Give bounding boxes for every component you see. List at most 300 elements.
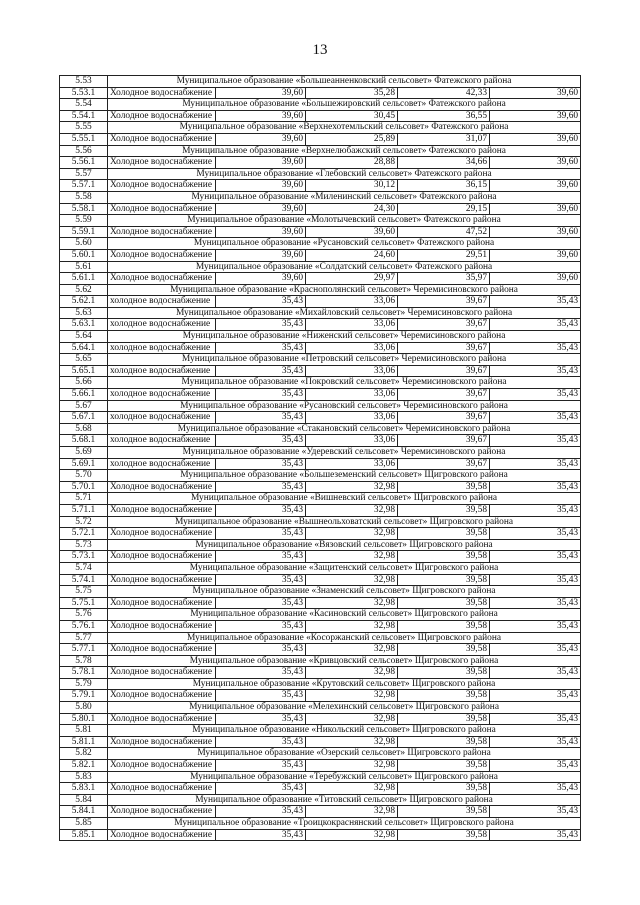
- row-number: 5.60: [60, 238, 108, 250]
- row-number: 5.64: [60, 331, 108, 343]
- row-number: 5.55: [60, 122, 108, 134]
- tariff-value-v2: 32,98: [306, 760, 398, 772]
- table-row: [60, 180, 581, 192]
- tariff-value-v1: 35,43: [216, 690, 306, 702]
- section-row: [60, 99, 581, 111]
- tariff-value-v1: 35,43: [216, 458, 306, 470]
- service-name: холодное водоснабжение: [108, 458, 216, 470]
- tariff-value-v4: 39,60: [490, 157, 581, 169]
- tariff-value-v2: 32,98: [306, 736, 398, 748]
- section-row: [60, 632, 581, 644]
- municipality-title: Муниципальное образование «Молотычевский сельсовет» Фатежского района: [108, 215, 581, 227]
- section-row: [60, 377, 581, 389]
- row-number: 5.54.1: [60, 110, 108, 122]
- service-name: холодное водоснабжение: [108, 342, 216, 354]
- tariff-value-v1: 35,43: [216, 783, 306, 795]
- tariff-value-v1: 39,60: [216, 203, 306, 215]
- table-row: [60, 296, 581, 308]
- row-number: 5.59.1: [60, 226, 108, 238]
- section-row: [60, 516, 581, 528]
- tariff-table-body: [60, 76, 581, 841]
- service-name: Холодное водоснабжение: [108, 690, 216, 702]
- row-number: 5.78.1: [60, 667, 108, 679]
- row-number: 5.63: [60, 307, 108, 319]
- row-number: 5.53: [60, 76, 108, 88]
- tariff-value-v1: 35,43: [216, 412, 306, 424]
- section-row: [60, 261, 581, 273]
- table-row: [60, 389, 581, 401]
- row-number: 5.67: [60, 400, 108, 412]
- tariff-value-v1: 39,60: [216, 249, 306, 261]
- municipality-title: Муниципальное образование «Краснополянский сельсовет» Черемисиновского района: [108, 284, 581, 296]
- row-number: 5.54: [60, 99, 108, 111]
- tariff-value-v1: 35,43: [216, 365, 306, 377]
- section-row: [60, 423, 581, 435]
- tariff-value-v3: 31,07: [398, 133, 490, 145]
- tariff-value-v4: 35,43: [490, 504, 581, 516]
- row-number: 5.63.1: [60, 319, 108, 331]
- service-name: Холодное водоснабжение: [108, 273, 216, 285]
- tariff-value-v3: 39,58: [398, 528, 490, 540]
- service-name: холодное водоснабжение: [108, 412, 216, 424]
- tariff-value-v2: 32,98: [306, 713, 398, 725]
- service-name: Холодное водоснабжение: [108, 667, 216, 679]
- section-row: [60, 794, 581, 806]
- municipality-title: Муниципальное образование «Стакановский сельсовет» Черемисиновского района: [108, 423, 581, 435]
- row-number: 5.57: [60, 168, 108, 180]
- tariff-value-v4: 35,43: [490, 806, 581, 818]
- row-number: 5.71.1: [60, 504, 108, 516]
- tariff-value-v3: 39,67: [398, 365, 490, 377]
- tariff-value-v2: 28,88: [306, 157, 398, 169]
- table-row: [60, 504, 581, 516]
- page-number: 13: [312, 42, 328, 58]
- section-row: [60, 748, 581, 760]
- tariff-value-v3: 39,58: [398, 806, 490, 818]
- tariff-value-v3: 39,67: [398, 319, 490, 331]
- tariff-value-v1: 39,60: [216, 157, 306, 169]
- tariff-value-v2: 33,06: [306, 389, 398, 401]
- tariff-value-v3: 29,15: [398, 203, 490, 215]
- municipality-title: Муниципальное образование «Косоржанский сельсовет» Щигровского района: [108, 632, 581, 644]
- section-row: [60, 238, 581, 250]
- section-row: [60, 771, 581, 783]
- row-number: 5.66.1: [60, 389, 108, 401]
- tariff-value-v2: 32,98: [306, 528, 398, 540]
- row-number: 5.72: [60, 516, 108, 528]
- tariff-table: [59, 75, 581, 841]
- tariff-value-v4: 39,60: [490, 273, 581, 285]
- tariff-value-v1: 35,43: [216, 528, 306, 540]
- table-row: [60, 736, 581, 748]
- row-number: 5.61: [60, 261, 108, 273]
- municipality-title: Муниципальное образование «Русановский сельсовет» Фатежского района: [108, 238, 581, 250]
- tariff-value-v3: 39,67: [398, 458, 490, 470]
- table-row: [60, 528, 581, 540]
- tariff-value-v4: 35,43: [490, 528, 581, 540]
- service-name: Холодное водоснабжение: [108, 620, 216, 632]
- tariff-value-v1: 35,43: [216, 435, 306, 447]
- table-row: [60, 597, 581, 609]
- tariff-value-v1: 35,43: [216, 389, 306, 401]
- tariff-value-v1: 35,43: [216, 667, 306, 679]
- tariff-value-v1: 35,43: [216, 806, 306, 818]
- service-name: Холодное водоснабжение: [108, 713, 216, 725]
- table-row: [60, 412, 581, 424]
- tariff-value-v1: 35,43: [216, 713, 306, 725]
- row-number: 5.85: [60, 818, 108, 830]
- tariff-value-v3: 39,58: [398, 667, 490, 679]
- section-row: [60, 307, 581, 319]
- service-name: холодное водоснабжение: [108, 389, 216, 401]
- municipality-title: Муниципальное образование «Вишневский сельсовет» Щигровского района: [108, 493, 581, 505]
- tariff-value-v1: 35,43: [216, 296, 306, 308]
- service-name: холодное водоснабжение: [108, 319, 216, 331]
- municipality-title: Муниципальное образование «Троицкокраснянский сельсовет» Щигровского района: [108, 818, 581, 830]
- tariff-value-v1: 39,60: [216, 133, 306, 145]
- service-name: Холодное водоснабжение: [108, 226, 216, 238]
- tariff-value-v2: 32,98: [306, 667, 398, 679]
- municipality-title: Муниципальное образование «Озерский сельсовет» Щигровского района: [108, 748, 581, 760]
- tariff-value-v3: 39,58: [398, 597, 490, 609]
- tariff-value-v2: 24,60: [306, 249, 398, 261]
- tariff-value-v1: 39,60: [216, 273, 306, 285]
- section-row: [60, 400, 581, 412]
- tariff-value-v1: 35,43: [216, 736, 306, 748]
- tariff-value-v1: 35,43: [216, 481, 306, 493]
- tariff-value-v4: 39,60: [490, 203, 581, 215]
- municipality-title: Муниципальное образование «Касиновский сельсовет» Щигровского района: [108, 609, 581, 621]
- section-row: [60, 609, 581, 621]
- row-number: 5.65: [60, 354, 108, 366]
- tariff-value-v1: 39,60: [216, 87, 306, 99]
- tariff-value-v1: 35,43: [216, 504, 306, 516]
- row-number: 5.64.1: [60, 342, 108, 354]
- municipality-title: Муниципальное образование «Удеревский сельсовет» Черемисиновского района: [108, 447, 581, 459]
- tariff-value-v3: 34,66: [398, 157, 490, 169]
- row-number: 5.74.1: [60, 574, 108, 586]
- row-number: 5.70: [60, 470, 108, 482]
- row-number: 5.66: [60, 377, 108, 389]
- service-name: Холодное водоснабжение: [108, 597, 216, 609]
- tariff-value-v1: 35,43: [216, 342, 306, 354]
- row-number: 5.57.1: [60, 180, 108, 192]
- municipality-title: Муниципальное образование «Верхнелюбажский сельсовет» Фатежского района: [108, 145, 581, 157]
- row-number: 5.73: [60, 539, 108, 551]
- row-number: 5.76.1: [60, 620, 108, 632]
- tariff-value-v2: 32,98: [306, 806, 398, 818]
- row-number: 5.56: [60, 145, 108, 157]
- municipality-title: Муниципальное образование «Защитенский сельсовет» Щигровского района: [108, 562, 581, 574]
- service-name: Холодное водоснабжение: [108, 180, 216, 192]
- tariff-value-v4: 35,43: [490, 319, 581, 331]
- tariff-value-v3: 36,15: [398, 180, 490, 192]
- municipality-title: Муниципальное образование «Михайловский сельсовет» Черемисиновского района: [108, 307, 581, 319]
- table-row: [60, 342, 581, 354]
- table-row: [60, 574, 581, 586]
- tariff-value-v1: 35,43: [216, 644, 306, 656]
- service-name: Холодное водоснабжение: [108, 806, 216, 818]
- tariff-value-v4: 35,43: [490, 365, 581, 377]
- row-number: 5.73.1: [60, 551, 108, 563]
- section-row: [60, 562, 581, 574]
- tariff-value-v3: 39,67: [398, 389, 490, 401]
- tariff-value-v1: 35,43: [216, 620, 306, 632]
- tariff-value-v2: 33,06: [306, 435, 398, 447]
- row-number: 5.58.1: [60, 203, 108, 215]
- tariff-value-v4: 35,43: [490, 736, 581, 748]
- tariff-value-v4: 35,43: [490, 829, 581, 841]
- service-name: Холодное водоснабжение: [108, 481, 216, 493]
- municipality-title: Муниципальное образование «Кривцовский сельсовет» Щигровского района: [108, 655, 581, 667]
- municipality-title: Муниципальное образование «Вязовский сельсовет» Щигровского района: [108, 539, 581, 551]
- tariff-value-v1: 35,43: [216, 574, 306, 586]
- row-number: 5.77.1: [60, 644, 108, 656]
- row-number: 5.78: [60, 655, 108, 667]
- table-row: [60, 551, 581, 563]
- section-row: [60, 702, 581, 714]
- section-row: [60, 122, 581, 134]
- row-number: 5.53.1: [60, 87, 108, 99]
- table-row: [60, 806, 581, 818]
- service-name: Холодное водоснабжение: [108, 249, 216, 261]
- tariff-value-v2: 29,97: [306, 273, 398, 285]
- row-number: 5.59: [60, 215, 108, 227]
- tariff-value-v3: 39,67: [398, 342, 490, 354]
- municipality-title: Муниципальное образование «Теребужский сельсовет» Щигровского района: [108, 771, 581, 783]
- row-number: 5.69.1: [60, 458, 108, 470]
- tariff-value-v4: 39,60: [490, 133, 581, 145]
- section-row: [60, 818, 581, 830]
- row-number: 5.69: [60, 447, 108, 459]
- table-row: [60, 110, 581, 122]
- service-name: Холодное водоснабжение: [108, 157, 216, 169]
- tariff-value-v1: 39,60: [216, 110, 306, 122]
- row-number: 5.68: [60, 423, 108, 435]
- tariff-value-v1: 35,43: [216, 597, 306, 609]
- tariff-value-v3: 39,58: [398, 783, 490, 795]
- service-name: Холодное водоснабжение: [108, 760, 216, 772]
- table-row: [60, 690, 581, 702]
- tariff-value-v3: 39,58: [398, 690, 490, 702]
- row-number: 5.85.1: [60, 829, 108, 841]
- municipality-title: Муниципальное образование «Русановский сельсовет» Черемисиновского района: [108, 400, 581, 412]
- tariff-value-v3: 39,58: [398, 713, 490, 725]
- service-name: Холодное водоснабжение: [108, 133, 216, 145]
- tariff-value-v3: 39,58: [398, 620, 490, 632]
- section-row: [60, 539, 581, 551]
- tariff-value-v4: 35,43: [490, 760, 581, 772]
- municipality-title: Муниципальное образование «Большеземенский сельсовет» Щигровского района: [108, 470, 581, 482]
- municipality-title: Муниципальное образование «Большеанненковский сельсовет» Фатежского района: [108, 76, 581, 88]
- tariff-value-v2: 32,98: [306, 504, 398, 516]
- section-row: [60, 284, 581, 296]
- section-row: [60, 76, 581, 88]
- table-row: [60, 365, 581, 377]
- row-number: 5.60.1: [60, 249, 108, 261]
- tariff-value-v2: 35,28: [306, 87, 398, 99]
- tariff-value-v3: 39,58: [398, 644, 490, 656]
- tariff-value-v2: 32,98: [306, 481, 398, 493]
- tariff-value-v3: 39,67: [398, 435, 490, 447]
- tariff-value-v2: 30,45: [306, 110, 398, 122]
- service-name: Холодное водоснабжение: [108, 829, 216, 841]
- table-row: [60, 133, 581, 145]
- service-name: Холодное водоснабжение: [108, 644, 216, 656]
- service-name: Холодное водоснабжение: [108, 551, 216, 563]
- tariff-value-v4: 35,43: [490, 667, 581, 679]
- tariff-value-v2: 33,06: [306, 319, 398, 331]
- row-number: 5.55.1: [60, 133, 108, 145]
- row-number: 5.82: [60, 748, 108, 760]
- row-number: 5.79: [60, 678, 108, 690]
- service-name: Холодное водоснабжение: [108, 87, 216, 99]
- table-row: [60, 87, 581, 99]
- table-row: [60, 620, 581, 632]
- tariff-value-v4: 35,43: [490, 644, 581, 656]
- section-row: [60, 586, 581, 598]
- table-row: [60, 481, 581, 493]
- row-number: 5.79.1: [60, 690, 108, 702]
- row-number: 5.77: [60, 632, 108, 644]
- section-row: [60, 168, 581, 180]
- section-row: [60, 215, 581, 227]
- section-row: [60, 447, 581, 459]
- table-row: [60, 319, 581, 331]
- tariff-value-v4: 35,43: [490, 690, 581, 702]
- row-number: 5.80.1: [60, 713, 108, 725]
- table-row: [60, 644, 581, 656]
- row-number: 5.84: [60, 794, 108, 806]
- row-number: 5.74: [60, 562, 108, 574]
- table-row: [60, 226, 581, 238]
- tariff-value-v3: 39,67: [398, 412, 490, 424]
- tariff-value-v3: 39,58: [398, 504, 490, 516]
- section-row: [60, 191, 581, 203]
- municipality-title: Муниципальное образование «Знаменский сельсовет» Щигровского района: [108, 586, 581, 598]
- tariff-value-v1: 35,43: [216, 551, 306, 563]
- row-number: 5.83.1: [60, 783, 108, 795]
- row-number: 5.76: [60, 609, 108, 621]
- tariff-value-v4: 35,43: [490, 620, 581, 632]
- section-row: [60, 331, 581, 343]
- tariff-value-v2: 32,98: [306, 644, 398, 656]
- row-number: 5.65.1: [60, 365, 108, 377]
- tariff-value-v4: 39,60: [490, 87, 581, 99]
- table-row: [60, 829, 581, 841]
- tariff-value-v3: 36,55: [398, 110, 490, 122]
- service-name: Холодное водоснабжение: [108, 783, 216, 795]
- table-row: [60, 249, 581, 261]
- row-number: 5.82.1: [60, 760, 108, 772]
- municipality-title: Муниципальное образование «Солдатский сельсовет» Фатежского района: [108, 261, 581, 273]
- row-number: 5.81: [60, 725, 108, 737]
- section-row: [60, 678, 581, 690]
- table-row: [60, 458, 581, 470]
- tariff-value-v1: 39,60: [216, 180, 306, 192]
- table-row: [60, 713, 581, 725]
- row-number: 5.80: [60, 702, 108, 714]
- tariff-value-v3: 39,58: [398, 551, 490, 563]
- tariff-value-v2: 33,06: [306, 342, 398, 354]
- tariff-value-v3: 39,58: [398, 574, 490, 586]
- tariff-value-v4: 35,43: [490, 481, 581, 493]
- tariff-value-v2: 33,06: [306, 458, 398, 470]
- row-number: 5.81.1: [60, 736, 108, 748]
- tariff-value-v3: 39,67: [398, 296, 490, 308]
- table-row: [60, 783, 581, 795]
- tariff-value-v3: 47,52: [398, 226, 490, 238]
- municipality-title: Муниципальное образование «Вышнеольховатский сельсовет» Щигровского района: [108, 516, 581, 528]
- service-name: Холодное водоснабжение: [108, 574, 216, 586]
- tariff-value-v3: 29,51: [398, 249, 490, 261]
- table-row: [60, 273, 581, 285]
- service-name: холодное водоснабжение: [108, 296, 216, 308]
- section-row: [60, 655, 581, 667]
- tariff-value-v2: 39,60: [306, 226, 398, 238]
- tariff-value-v3: 39,58: [398, 829, 490, 841]
- row-number: 5.62.1: [60, 296, 108, 308]
- tariff-value-v2: 32,98: [306, 829, 398, 841]
- tariff-value-v3: 42,33: [398, 87, 490, 99]
- tariff-value-v4: 39,60: [490, 249, 581, 261]
- municipality-title: Муниципальное образование «Миленинский сельсовет» Фатежского района: [108, 191, 581, 203]
- section-row: [60, 145, 581, 157]
- row-number: 5.61.1: [60, 273, 108, 285]
- tariff-value-v4: 39,60: [490, 226, 581, 238]
- row-number: 5.58: [60, 191, 108, 203]
- tariff-value-v4: 35,43: [490, 551, 581, 563]
- tariff-value-v2: 33,06: [306, 296, 398, 308]
- row-number: 5.56.1: [60, 157, 108, 169]
- tariff-value-v4: 39,60: [490, 180, 581, 192]
- tariff-value-v2: 32,98: [306, 574, 398, 586]
- tariff-value-v4: 35,43: [490, 597, 581, 609]
- municipality-title: Муниципальное образование «Мелехинский сельсовет» Щигровского района: [108, 702, 581, 714]
- tariff-value-v4: 35,43: [490, 412, 581, 424]
- municipality-title: Муниципальное образование «Большежировский сельсовет» Фатежского района: [108, 99, 581, 111]
- tariff-value-v2: 33,06: [306, 412, 398, 424]
- municipality-title: Муниципальное образование «Покровский сельсовет» Черемисиновского района: [108, 377, 581, 389]
- row-number: 5.75: [60, 586, 108, 598]
- tariff-value-v1: 35,43: [216, 760, 306, 772]
- service-name: Холодное водоснабжение: [108, 110, 216, 122]
- table-row: [60, 157, 581, 169]
- municipality-title: Муниципальное образование «Петровский сельсовет» Черемисиновского района: [108, 354, 581, 366]
- tariff-value-v2: 32,98: [306, 620, 398, 632]
- section-row: [60, 354, 581, 366]
- municipality-title: Муниципальное образование «Ниженский сельсовет» Черемисиновского района: [108, 331, 581, 343]
- row-number: 5.71: [60, 493, 108, 505]
- service-name: Холодное водоснабжение: [108, 504, 216, 516]
- tariff-value-v2: 25,89: [306, 133, 398, 145]
- municipality-title: Муниципальное образование «Никольский сельсовет» Щигровского района: [108, 725, 581, 737]
- service-name: Холодное водоснабжение: [108, 203, 216, 215]
- section-row: [60, 493, 581, 505]
- row-number: 5.72.1: [60, 528, 108, 540]
- row-number: 5.84.1: [60, 806, 108, 818]
- tariff-value-v2: 32,98: [306, 690, 398, 702]
- municipality-title: Муниципальное образование «Титовский сельсовет» Щигровского района: [108, 794, 581, 806]
- tariff-value-v2: 24,30: [306, 203, 398, 215]
- row-number: 5.70.1: [60, 481, 108, 493]
- tariff-value-v4: 35,43: [490, 783, 581, 795]
- tariff-value-v4: 35,43: [490, 389, 581, 401]
- table-row: [60, 667, 581, 679]
- tariff-value-v1: 35,43: [216, 829, 306, 841]
- tariff-value-v4: 35,43: [490, 574, 581, 586]
- tariff-value-v4: 35,43: [490, 435, 581, 447]
